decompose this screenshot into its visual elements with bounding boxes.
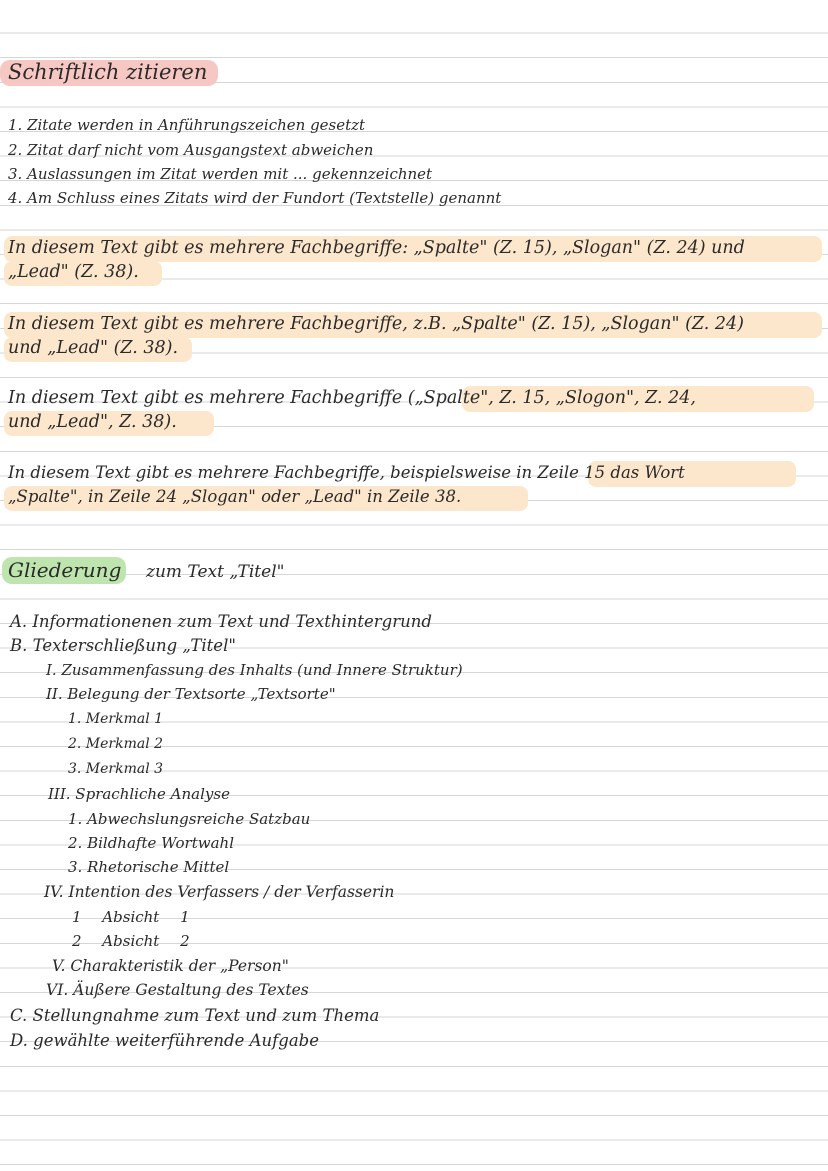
heading-highlighted-word: Gliederung — [8, 558, 122, 582]
outline-item: 3. Rhetorische Mittel — [68, 858, 230, 876]
rule-item: 3. Auslassungen im Zitat werden mit ... gekennzeichnet — [8, 165, 433, 183]
example-line: In diesem Text gibt es mehrere Fachbegriffe, beispielsweise in Zeile 15 das Wort — [8, 463, 685, 482]
heading-rest: zum Text „Titel" — [146, 562, 285, 582]
outline-item: III. Sprachliche Analyse — [48, 785, 230, 803]
example-line: In diesem Text gibt es mehrere Fachbegriffe („Spalte", Z. 15, „Slogon", Z. 24, — [8, 388, 696, 408]
outline-item: C. Stellungnahme zum Text und zum Thema — [10, 1006, 380, 1025]
outline-item: A. Informationenen zum Text und Texthintergrund — [10, 612, 432, 631]
rule-item: 2. Zitat darf nicht vom Ausgangstext abweichen — [8, 141, 374, 159]
outline-item: 1. Abwechslungsreiche Satzbau — [68, 810, 311, 828]
example-line: „Lead" (Z. 38). — [8, 262, 139, 282]
example-line: und „Lead", Z. 38). — [8, 412, 177, 432]
section-heading-zitieren — [0, 58, 220, 88]
example-line: und „Lead" (Z. 38). — [8, 338, 179, 358]
outline-item: IV. Intention des Verfassers / der Verfasserin — [44, 883, 395, 901]
outline-item: B. Texterschließung „Titel" — [10, 636, 236, 655]
outline-item: VI. Äußere Gestaltung des Textes — [46, 981, 309, 999]
outline-item: II. Belegung der Textsorte „Textsorte" — [46, 685, 336, 703]
outline-item: 2. Merkmal 2 — [68, 736, 164, 752]
heading-text: Schriftlich zitieren — [8, 60, 208, 84]
outline-item: D. gewählte weiterführende Aufgabe — [10, 1031, 319, 1050]
outline-item: 3. Merkmal 3 — [68, 761, 164, 777]
example-line: In diesem Text gibt es mehrere Fachbegriffe: „Spalte" (Z. 15), „Slogan" (Z. 24) und — [8, 238, 745, 258]
example-line: „Spalte", in Zeile 24 „Slogan" oder „Lead" in Zeile 38. — [8, 487, 462, 506]
rule-item: 4. Am Schluss eines Zitats wird der Fundort (Textstelle) genannt — [8, 189, 502, 207]
outline-item: I. Zusammenfassung des Inhalts (und Innere Struktur) — [46, 661, 463, 679]
outline-item: 1. Merkmal 1 — [68, 711, 164, 727]
outline-item: 2 Absicht 2 — [72, 932, 190, 950]
outline-item: 1 Absicht 1 — [72, 908, 190, 926]
example-line: In diesem Text gibt es mehrere Fachbegriffe, z.B. „Spalte" (Z. 15), „Slogan" (Z. 24) — [8, 314, 745, 334]
outline-item: V. Charakteristik der „Person" — [52, 957, 289, 975]
rule-item: 1. Zitate werden in Anführungszeichen gesetzt — [8, 116, 366, 134]
outline-item: 2. Bildhafte Wortwahl — [68, 834, 234, 852]
